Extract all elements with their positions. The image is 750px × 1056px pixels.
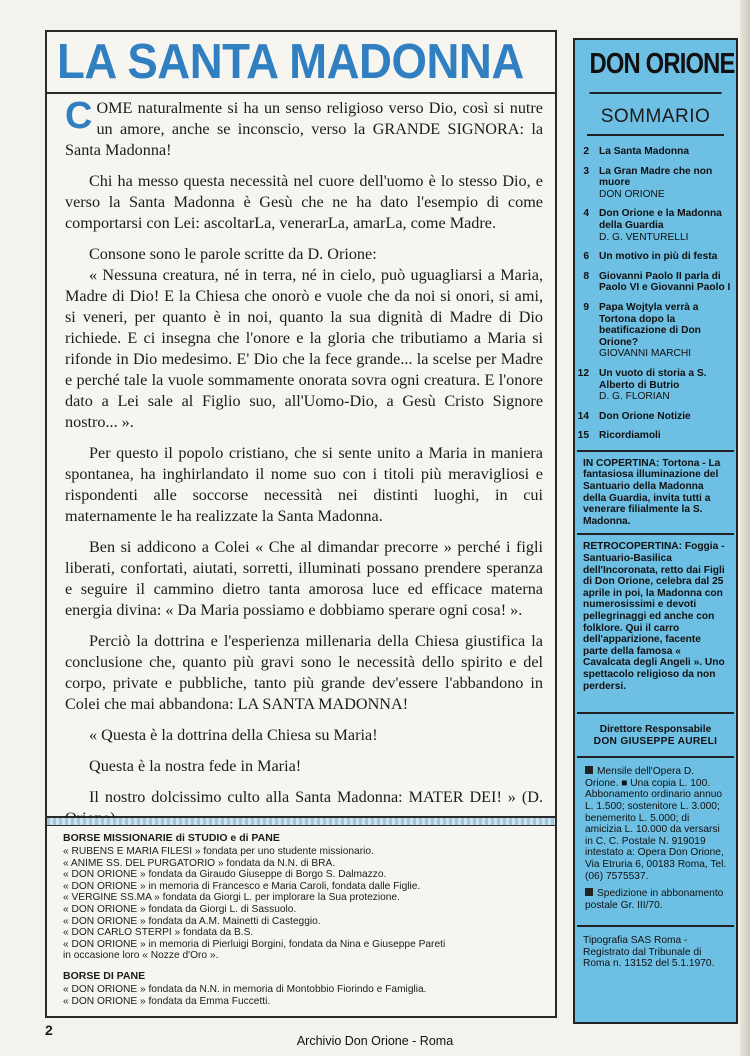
toc-page-number: 9 <box>583 301 589 313</box>
list-item: in occasione loro « Nozze d'Oro ». <box>63 950 219 962</box>
paragraph-2: Chi ha messo questa necessità nel cuore dell'uomo è lo stesso Dio, e verso la Santa Madonna è Gesù che ne ha dato l'esempio di come comportarsi con Lei: ascoltarLa, venerarLa, amarLa, come Madre. <box>65 172 543 232</box>
toc-page-number: 3 <box>583 165 589 177</box>
page-number: 2 <box>45 1022 53 1038</box>
toc-page-number: 6 <box>583 251 589 263</box>
subscription-text: Mensile dell'Opera D. Orione. ■ Una copia L. 100. Abbonamento ordinario annuo L. 1.500; sostenitore L. 3.000; benemerito L. 5.000; di amicizia L. 10.000 da versarsi in C. C. Postale N. 919019 intestato a: Opera Don Orione, Via Etruria 6, 00183 Roma, Tel. (06) 7575537. <box>585 766 727 882</box>
toc-author: D. G. VENTURELLI <box>599 231 689 243</box>
article-box <box>45 30 557 818</box>
missionary-scholarships-heading: BORSE MISSIONARIE di STUDIO e di PANE <box>63 832 280 844</box>
archive-caption: Archivio Don Orione - Roma <box>296 1034 454 1048</box>
list-item: « DON ORIONE » fondata da Giraudo Giuseppe di Borgo S. Dalmazzo. <box>63 869 387 881</box>
closing-quote <box>65 725 543 829</box>
toc-item[interactable] <box>575 271 736 294</box>
toc-title: Papa Wojtyla verrà a Tortona dopo la beatificazione di Don Orione? <box>599 301 701 348</box>
back-cover-caption: RETROCOPERTINA: Foggia - Santuario-Basilica dell'Incoronata, retto dai Figli di Don Orione, celebra dal 25 aprile in poi, la Madonna con numerosissimi e devoti pellegrinaggi ed anche con folklore. Qui il carro dell'apparizione, facente parte della famosa « Cavalcata degli Angeli ». Uno spettacolo religioso da non perdersi. <box>583 541 725 692</box>
table-of-contents <box>575 146 736 442</box>
toc-item[interactable] <box>575 166 736 201</box>
sommario-heading: SOMMARIO <box>600 106 711 127</box>
toc-item[interactable] <box>575 368 736 403</box>
printer-info: Tipografia SAS Roma - Registrato dal Tribunale di Roma n. 13152 del 5.1.1970. <box>583 935 715 970</box>
paragraph-5: Per questo il popolo cristiano, che si sente unito a Maria in maniera spontanea, ha inghirlandato il nome suo con i titoli più meravigliosi e rispondenti alle soccorse necessità nei distinti luoghi, in cui maternamente le ha realizzate la Santa Madonna. <box>65 444 543 525</box>
page-edge <box>740 0 750 1056</box>
decorative-strip <box>47 818 555 826</box>
paragraph-1 <box>65 95 543 161</box>
toc-author: DON ORIONE <box>599 188 665 200</box>
toc-title: Don Orione Notizie <box>599 410 691 422</box>
toc-title: Un vuoto di storia a S. Alberto di Butrio <box>599 367 707 391</box>
paragraph-4-quote: « Nessuna creatura, né in terra, né in cielo, può uguagliarsi a Maria, Madre di Dio! E la Chiesa che onorò e vuole che da noi si onori, si ami, si veneri, per quanto è in noi, quanto la sua dignità di Madre di Dio richiede. E ci insegna che l'onore e la gloria che tributiamo a Maria si rifonde in Dio medesimo. E' Dio che la fece grande... la scelse per Madre e perché tale la vuole sommamente onorata sovra ogni creatura. E l'onore dato a Lei sale al Figlio suo, all'Uomo-Dio, a Gesù Cristo Signore nostro... ». <box>65 266 543 431</box>
paragraph-3: Consone sono le parole scritte da D. Orione: <box>89 245 377 263</box>
square-bullet-icon <box>585 766 593 774</box>
article-title: LA SANTA MADONNA <box>57 35 524 89</box>
list-item: « VERGINE SS.MA » fondata da Giorgi L. per implorare la Sua protezione. <box>63 892 400 904</box>
toc-title: Don Orione e la Madonna della Guardia <box>599 208 722 231</box>
list-item: « DON ORIONE » fondata da A.M. Mainetti di Casteggio. <box>63 915 321 927</box>
closing-quote-line-3: Il nostro dolcissimo culto alla Santa Madonna: MATER DEI! » (D. <box>89 788 543 806</box>
toc-item[interactable] <box>575 302 736 360</box>
toc-item[interactable] <box>575 411 736 423</box>
toc-author: D. G. FLORIAN <box>599 391 670 403</box>
director-label: Direttore Responsabile <box>599 724 712 736</box>
list-item: « DON ORIONE » fondata da Giorgi L. di Sassuolo. <box>63 903 297 915</box>
toc-page-number: 2 <box>583 146 589 157</box>
toc-item[interactable] <box>575 146 736 158</box>
list-item: « DON CARLO STERPI » fondata da B.S. <box>63 927 254 939</box>
toc-item[interactable] <box>575 208 736 243</box>
toc-item[interactable] <box>575 430 736 442</box>
list-item: « DON ORIONE » fondata da N.N. in memoria di Montobbio Fiorindo e Famiglia. <box>63 983 427 995</box>
list-item: « ANIME SS. DEL PURGATORIO » fondata da N.N. di BRA. <box>63 857 336 869</box>
bread-list <box>63 984 555 1007</box>
bread-scholarships-heading: BORSE DI PANE <box>63 969 146 982</box>
list-item: « DON ORIONE » in memoria di Francesco e Maria Caroli, fondata dalle Figlie. <box>63 880 421 892</box>
director-name: DON GIUSEPPE AURELI <box>593 736 718 748</box>
title-divider <box>47 92 555 94</box>
sidebar <box>573 38 738 1024</box>
square-bullet-icon <box>585 888 593 896</box>
toc-page-number: 12 <box>577 367 589 379</box>
magazine-title: DON ORIONE <box>589 40 721 94</box>
paragraph-6: Ben si addicono a Colei « Che al dimandar precorre » perché i figli liberati, confortati, aiutati, sorretti, illuminati possano prendere speranza e seguire il cammino dietro tanta amorosa luce ed efficace materna energia divina: « Da Maria possiamo e dobbiamo sperare ogni cosa! ». <box>65 538 543 619</box>
toc-page-number: 4 <box>583 208 589 220</box>
toc-title: Ricordiamoli <box>599 430 661 442</box>
article-body <box>65 95 543 839</box>
donations-box <box>45 818 557 1018</box>
list-item: « DON ORIONE » fondata da Emma Fuccetti. <box>63 995 271 1007</box>
list-item: « DON ORIONE » in memoria di Pierluigi Borgini, fondata da Nina e Giuseppe Pareti <box>63 938 446 950</box>
toc-page-number: 15 <box>577 430 589 442</box>
director-block <box>575 714 736 756</box>
toc-title: Un motivo in più di festa <box>599 251 718 263</box>
list-item: « RUBENS E MARIA FILESI » fondata per uno studente missionario. <box>63 846 374 857</box>
postal-text: Spedizione in abbonamento postale Gr. III/70. <box>585 888 724 911</box>
paragraph-1-text: OME naturalmente si ha un senso religioso verso Dio, così si nutre un amore, anche se inconscio, verso la GRANDE SIGNORA: la Santa Madonna! <box>65 99 543 159</box>
toc-title: La Santa Madonna <box>599 146 690 157</box>
toc-title: Giovanni Paolo II parla di Paolo VI e Giovanni Paolo I <box>599 270 731 294</box>
toc-title: La Gran Madre che non muore <box>599 165 713 189</box>
toc-page-number: 8 <box>583 270 589 282</box>
sommario-divider <box>587 134 724 136</box>
subscription-info <box>575 758 736 925</box>
closing-quote-line-1: « Questa è la dottrina della Chiesa su Maria! <box>89 726 378 744</box>
paragraph-7: Perciò la dottrina e l'esperienza millenaria della Chiesa giustifica la conclusione che, quanto più gravi sono le necessità dello spirito e del corpo, private e pubbliche, tanto più grande dev'essere l'abbandono in Colei che mai abbandona: LA SANTA MADONNA! <box>65 632 543 713</box>
drop-cap: C <box>65 95 93 137</box>
closing-quote-line-2: Questa è la nostra fede in Maria! <box>89 757 302 775</box>
toc-author: GIOVANNI MARCHI <box>599 348 692 360</box>
cover-caption: IN COPERTINA: Tortona - La fantasiosa illuminazione del Santuario della Madonna della Guardia, invita tutti a venerare filialmente la S. Madonna. <box>583 457 721 527</box>
toc-page-number: 14 <box>577 410 589 422</box>
scholarships-list <box>63 846 555 962</box>
toc-item[interactable] <box>575 251 736 263</box>
